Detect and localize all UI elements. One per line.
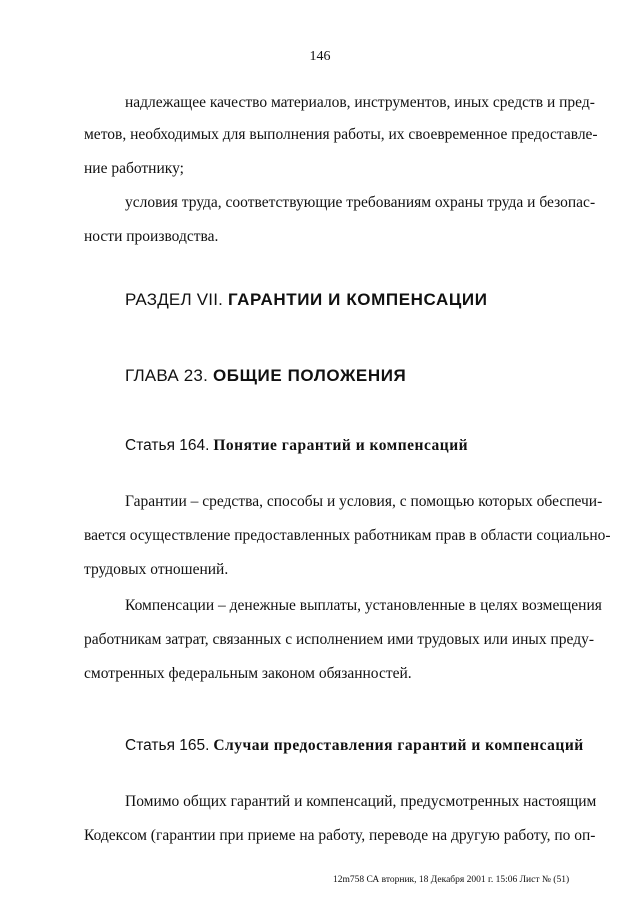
article-title: Понятие гарантий и компенсаций bbox=[213, 437, 469, 454]
text-line: условия труда, соответствующие требованиям охраны труда и безопас- bbox=[125, 194, 596, 211]
text-line: ности производства. bbox=[84, 228, 219, 245]
article-title: Случаи предоставления гарантий и компенсаций bbox=[213, 737, 584, 754]
text-line: трудовых отношений. bbox=[84, 561, 229, 578]
article-165-heading bbox=[125, 737, 584, 755]
text-line: метов, необходимых для выполнения работы, их своевременное предоставле- bbox=[84, 126, 598, 143]
page-number: 146 bbox=[309, 49, 331, 64]
chapter-title: ОБЩИЕ ПОЛОЖЕНИЯ bbox=[212, 366, 407, 385]
chapter-prefix: ГЛАВА 23. bbox=[125, 366, 209, 385]
chapter-heading bbox=[125, 366, 406, 386]
footer-print-stamp: 12m758 СА вторник, 18 Декабря 2001 г. 15:06 Лист № (51) bbox=[333, 875, 570, 885]
text-line: смотренных федеральным законом обязанностей. bbox=[84, 665, 412, 682]
text-line: ние работнику; bbox=[84, 160, 184, 177]
section-title: ГАРАНТИИ И КОМПЕНСАЦИИ bbox=[228, 290, 488, 309]
text-line: надлежащее качество материалов, инструментов, иных средств и пред- bbox=[125, 94, 595, 111]
article-prefix: Статья 164. bbox=[125, 437, 210, 454]
text-line: Компенсации – денежные выплаты, установленные в целях возмещения bbox=[125, 597, 602, 614]
article-164-heading bbox=[125, 437, 468, 455]
text-line: вается осуществление предоставленных работникам прав в области социально- bbox=[84, 527, 611, 544]
section-heading bbox=[125, 290, 488, 310]
text-line: работникам затрат, связанных с исполнением ими трудовых или иных преду- bbox=[84, 631, 594, 648]
text-line: Гарантии – средства, способы и условия, с помощью которых обеспечи- bbox=[125, 493, 603, 510]
article-prefix: Статья 165. bbox=[125, 737, 210, 754]
text-line: Кодексом (гарантии при приеме на работу, переводе на другую работу, по оп- bbox=[84, 827, 596, 844]
section-prefix: РАЗДЕЛ VII. bbox=[125, 290, 224, 309]
text-line: Помимо общих гарантий и компенсаций, предусмотренных настоящим bbox=[125, 793, 597, 810]
